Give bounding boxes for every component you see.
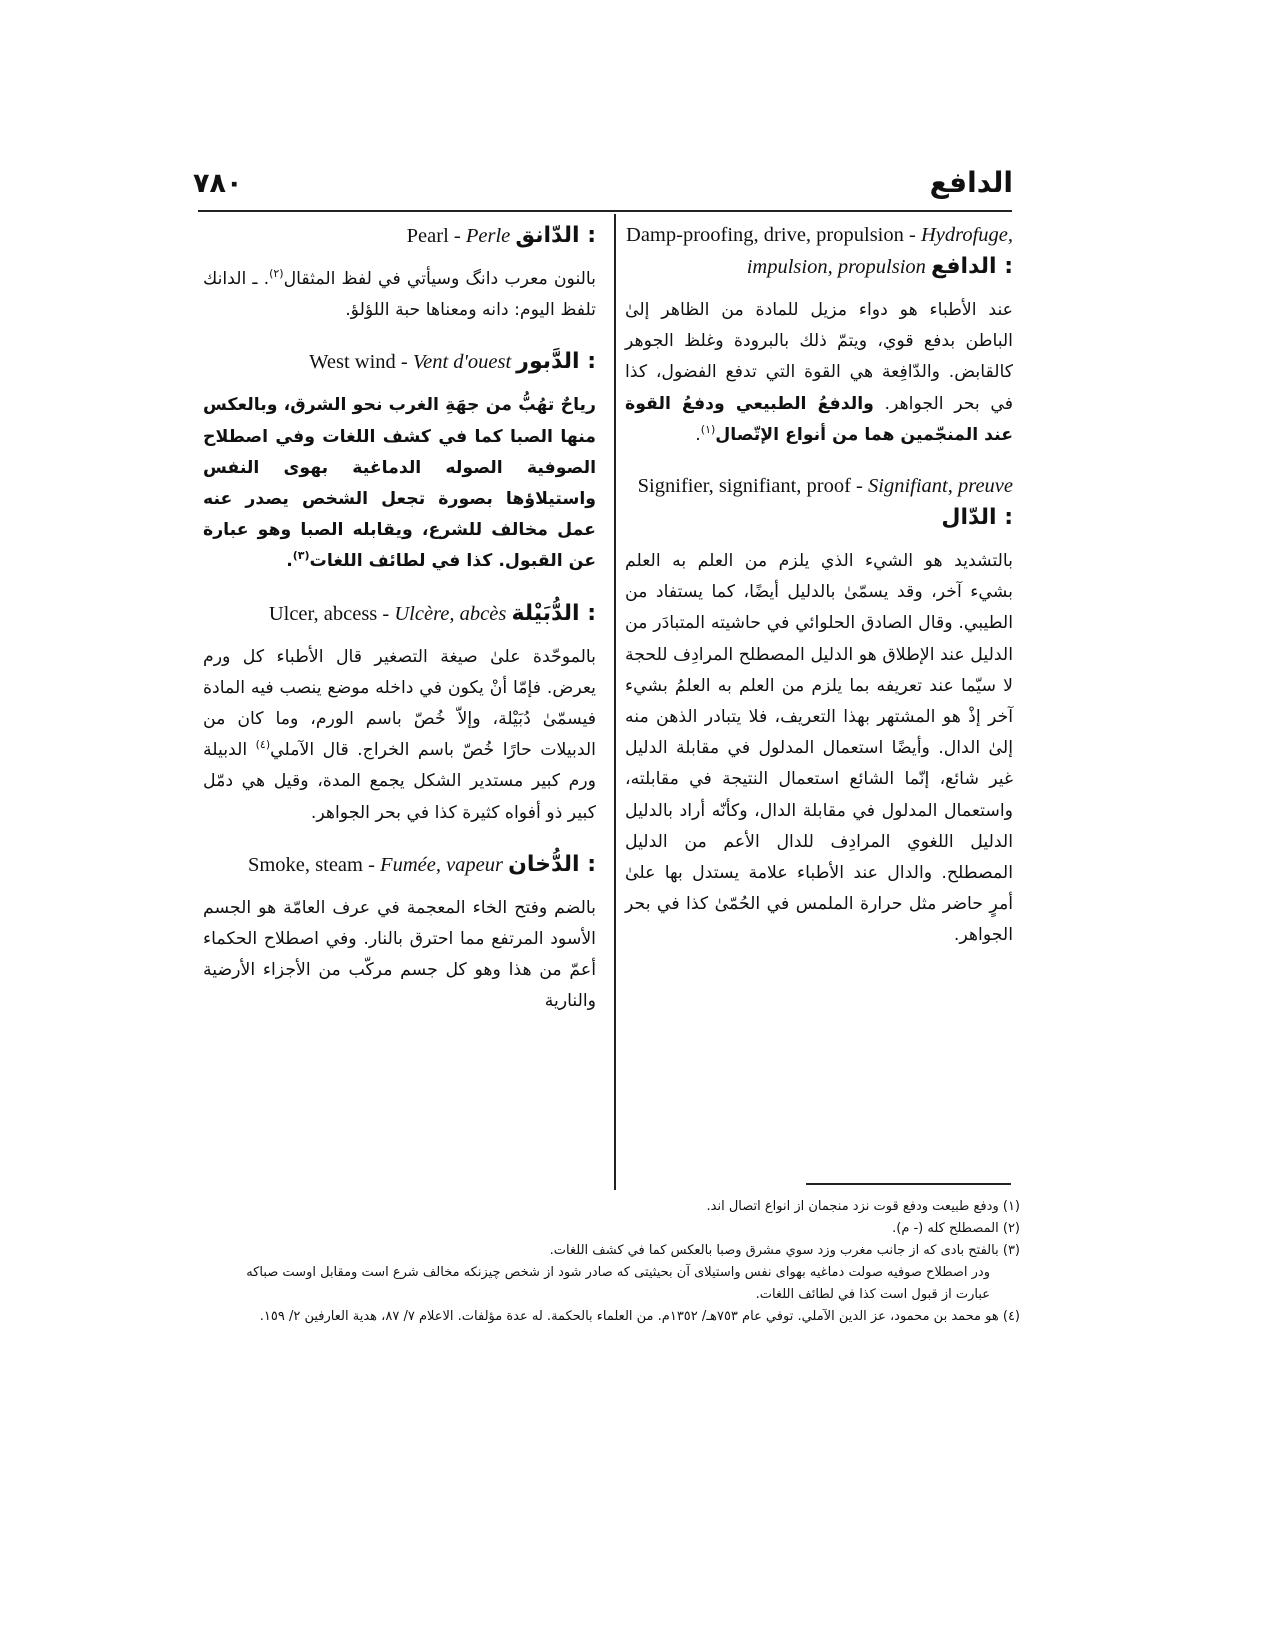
entry-heading bbox=[203, 849, 596, 881]
entry-definition bbox=[203, 642, 596, 829]
footnote-number: (٣) bbox=[1002, 1243, 1020, 1258]
footnote-ref: (١) bbox=[700, 423, 716, 437]
definition-text: عند الأطباء هو دواء مزيل للمادة من الظاهر إلىٰ الباطن بدفع قوي، ويتمّ ذلك بالبرودة وغلظ الجوهر كالقابض. والدّافِعة هي القوة التي تدفع الفضول، كذا في بحر الجواهر. bbox=[625, 300, 1013, 414]
entry-english: Pearl - bbox=[406, 225, 461, 247]
entry-definition: بالتشديد هو الشيء الذي يلزم من العلم به العلم بشيء آخر، وقد يسمّىٰ بالدليل أيضًا، كما يستفاد من الطيبي. وقال الصادق الحلوائي في حاشيته المتبادَر من الدليل عند الإطلاق هو الدليل المصطلح المرادِف للحجة لا سيّما عند تعريفه بما يلزم من العلم به العلمُ بشيء آخر إذْ هو المشتهر بهذا التعريف، فلا يتبادر الذهن منه إلىٰ الدال. وأيضًا استعمال المدلول في مقابلة الدليل غير شائع، إنّما الشائع استعمال النتيجة في مقابلته، واستعمال المدلول في مقابلة الدال، وكأنّه أراد بالدليل الدليل اللغوي المرادِف للدال الأعم من الدليل المصطلح. والدال عند الأطباء علامة يستدل بها علىٰ أمرٍ حاضر مثل حرارة الملمس في الحُمّىٰ كذا في بحر الجواهر. bbox=[625, 551, 1013, 946]
entry-term: الدَّبور : bbox=[516, 349, 596, 375]
footnotes bbox=[220, 1196, 1020, 1328]
entry-english: Ulcer, abcess - bbox=[268, 602, 390, 625]
definition-text: . ـ الدانك تلفظ اليوم: دانه ومعناها حبة اللؤلؤ. bbox=[203, 269, 596, 321]
footnote bbox=[220, 1240, 1020, 1262]
entry-french: Hydrofuge, impulsion, propulsion bbox=[746, 224, 1013, 278]
footnote-ref: (٢) bbox=[269, 267, 284, 281]
entry-term: الدّانق : bbox=[515, 223, 596, 248]
entry-french: Perle bbox=[465, 225, 511, 247]
entry-heading bbox=[203, 346, 596, 378]
footnote bbox=[220, 1306, 1020, 1328]
definition-bold-text: رياحٌ تهُبُّ من جهَةِ الغرب نحو الشرق، وبالعكس منها الصبا كما في كشف اللغات وفي اصطلاح الصوفية الصوله الدماغية بهوى النفس واستيلاؤها بصورة تجعل الشخص يصدر عنه عمل مخالف للشرع، ويقابله الصبا وهو عبارة عن القبول. كذا في لطائف اللغات bbox=[203, 395, 596, 572]
entry-english: West wind - bbox=[309, 351, 408, 374]
footnote-text: ودفع طبيعت ودفع قوت نزد منجمان از انواع اتصال اند. bbox=[706, 1199, 999, 1214]
footnote-text: بالفتح بادى كه از جانب مغرب وزد سوي مشرق وصبا بالعكس كما في كشف اللغات. bbox=[549, 1243, 999, 1258]
page-number: ٧٨٠ bbox=[193, 168, 243, 199]
entry-heading bbox=[625, 220, 1013, 283]
entry-heading bbox=[203, 598, 596, 630]
footnote bbox=[220, 1196, 1020, 1218]
footnote-rule bbox=[806, 1183, 1011, 1185]
entry-french: Ulcère, abcès bbox=[394, 602, 507, 625]
entry-definition: عند الأطباء هو دواء مزيل للمادة من الظاهر إلىٰ الباطن بدفع قوي، ويتمّ ذلك بالبرودة وغلظ الجوهر كالقابض. والدّافِعة هي القوة التي تدفع الفضول، كذا في بحر الجواهر. والدفعُ الطبيعي ودفعُ القوة عند المنجّمين هما من أنواع الإتّصال$^{(١)}$. bbox=[625, 300, 1013, 445]
entry-english: Signifier, signifiant, proof - bbox=[637, 475, 863, 498]
definition-bold-text: والدفعُ الطبيعي ودفعُ القوة عند المنجّمين هما من أنواع الإتّصال bbox=[625, 393, 1013, 445]
running-head-word: الدافع bbox=[929, 166, 1013, 199]
entry-heading bbox=[625, 471, 1013, 534]
definition-text: بالنون معرب دانگ وسيأتي في لفظ المثقال bbox=[283, 269, 596, 289]
entry-english: Smoke, steam - bbox=[247, 853, 375, 876]
entry-english: Damp-proofing, drive, propulsion - bbox=[626, 224, 916, 246]
footnote-ref: (٣) bbox=[292, 549, 310, 563]
entry-definition: بالضم وفتح الخاء المعجمة في عرف العامّة هو الجسم الأسود المرتفع مما احترق بالنار. وفي اصطلاح الحكماء أعمّ من هذا وهو كل جسم مركّب من الأجزاء الأرضية والنارية bbox=[203, 897, 596, 1012]
entry-term: الدافع : bbox=[931, 254, 1013, 279]
footnote-ref: (٤) bbox=[255, 738, 271, 752]
definition-text: بالموحّدة علىٰ صيغة التصغير قال الأطباء كل ورم يعرض. فإمّا أنْ يكون في داخله موضع ينصب فيه المادة فيسمّىٰ دُبَيْلة، وإلاّ خُصّ باسم الورم، وما كان من الدبيلات حارًا خُصّ باسم الخراج. قال الآملي bbox=[203, 646, 596, 761]
footnote-number: (١) bbox=[1002, 1199, 1020, 1214]
definition-text: الدبيلة ورم كبير مستدير الشكل يجمع المدة، وقيل هي دمّل كبير ذو أفواه كثيرة كذا في بحر الجواهر. bbox=[203, 740, 596, 823]
entry-french: Signifiant, preuve bbox=[868, 475, 1013, 498]
entry-french: Fumée, vapeur bbox=[380, 853, 503, 876]
entry-definition bbox=[203, 264, 596, 326]
entry-term: الدُّبَيْلة : bbox=[511, 600, 596, 626]
right-column bbox=[625, 220, 1013, 952]
header-rule bbox=[198, 210, 1012, 212]
entry-definition: رياحٌ تهُبُّ من جهَةِ الغرب نحو الشرق، وبالعكس منها الصبا كما في كشف اللغات وفي اصطلاح الصوفية الصوله الدماغية بهوى النفس واستيلاؤها بصورة تجعل الشخص يصدر عنه عمل مخالف للشرع، ويقابله الصبا وهو عبارة عن القبول. كذا في لطائف اللغات$^{(٣)}$. bbox=[203, 395, 596, 572]
footnote-text: المصطلح كله (- م). bbox=[892, 1221, 999, 1236]
entry-french: Vent d'ouest bbox=[412, 351, 512, 374]
footnote-number: (٢) bbox=[1002, 1221, 1020, 1236]
footnote-number: (٤) bbox=[1002, 1309, 1020, 1324]
footnote bbox=[220, 1218, 1020, 1240]
footnote-continuation: ودر اصطلاح صوفيه صولت دماغيه بهواى نفس واستيلاى آن بحيثيتى كه صادر شود از شخص چيزنكه مخالف شرع است ومقابل اوست صباكه عبارت از قبول است كذا في لطائف اللغات. bbox=[246, 1265, 990, 1302]
entry-term: الدُّخان : bbox=[508, 851, 596, 877]
left-column bbox=[203, 220, 596, 1018]
column-divider bbox=[614, 214, 616, 1190]
entry-term: الدّال : bbox=[941, 505, 1013, 531]
running-head bbox=[193, 168, 1013, 206]
entry-heading bbox=[203, 220, 596, 252]
footnote-text: هو محمد بن محمود، عز الدين الآملي. توفي عام ٧٥٣هـ/ ١٣٥٢م. من العلماء بالحكمة. له عدة مؤلفات. الاعلام ٧/ ٨٧، هدية العارفين ٢/ ١٥٩. bbox=[259, 1309, 999, 1324]
